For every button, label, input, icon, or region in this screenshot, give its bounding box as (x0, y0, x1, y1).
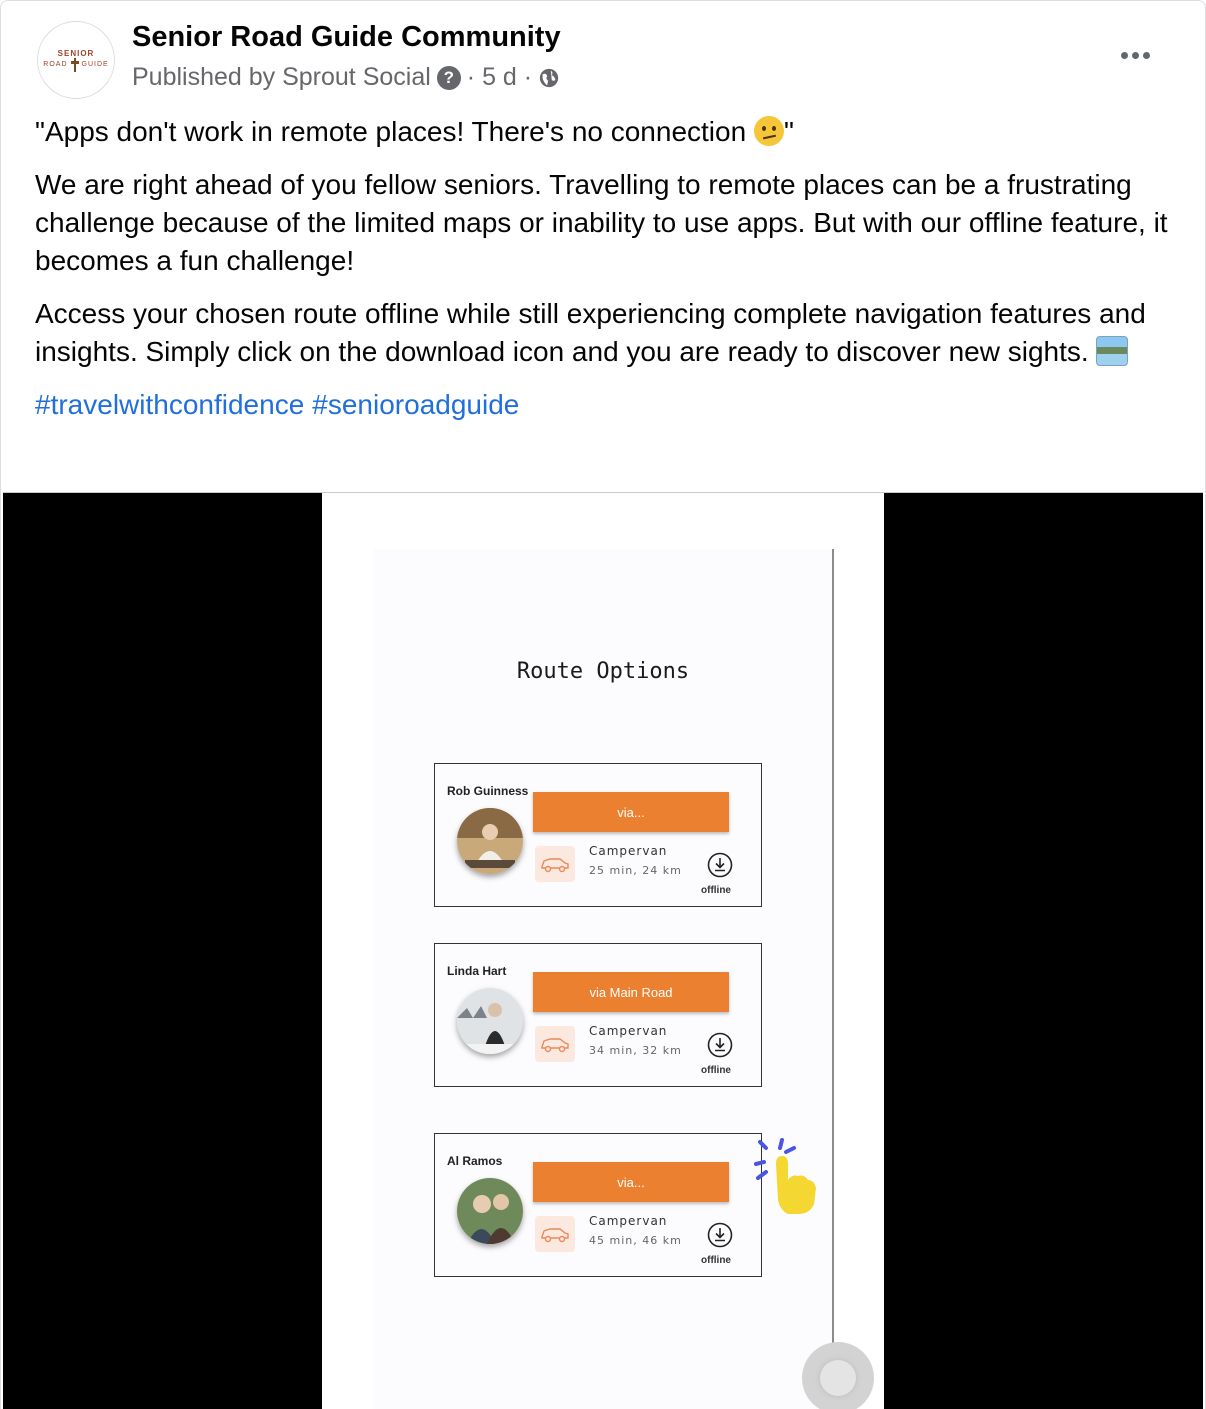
vehicle-type: Campervan (589, 844, 668, 858)
offline-label[interactable]: offline (701, 1065, 731, 1076)
route-card[interactable] (434, 943, 762, 1087)
via-route-button[interactable]: via Main Road (533, 972, 729, 1012)
route-duration: 25 min, 24 km (589, 864, 682, 877)
post-paragraph-2: Access your chosen route offline while still experiencing complete navigation features and insights. Simply click on the download icon and you are ready to discover new sights. (35, 298, 1146, 367)
car-icon (535, 846, 575, 882)
offline-label[interactable]: offline (701, 1255, 731, 1266)
route-options-title: Route Options (516, 659, 690, 684)
vehicle-type: Campervan (589, 1214, 668, 1228)
page-avatar[interactable] (37, 21, 115, 99)
logo-text-senior: SENIOR (57, 48, 95, 58)
via-route-button[interactable]: via... (533, 1162, 729, 1202)
download-icon[interactable] (707, 852, 733, 878)
download-icon[interactable] (707, 1222, 733, 1248)
tap-hand-icon (752, 1134, 832, 1214)
hashtag-link[interactable]: #senioroadguide (312, 389, 520, 420)
car-icon (535, 1216, 575, 1252)
driver-name: Rob Guinness (447, 784, 529, 798)
floating-action-button[interactable] (802, 1342, 874, 1409)
post-meta (132, 63, 560, 92)
confused-face-icon (754, 116, 784, 146)
signpost-icon (71, 58, 79, 72)
logo-row (43, 58, 108, 72)
more-options-icon[interactable] (1115, 43, 1155, 67)
offline-label[interactable]: offline (701, 885, 731, 896)
car-icon (535, 1026, 575, 1062)
driver-photo (457, 808, 523, 874)
logo-text-guide: GUIDE (81, 61, 109, 68)
post-text (35, 113, 1175, 439)
route-card[interactable] (434, 763, 762, 907)
national-park-icon (1096, 336, 1128, 366)
driver-photo (457, 1178, 523, 1244)
download-icon[interactable] (707, 1032, 733, 1058)
post-video[interactable] (3, 492, 1203, 1409)
app-screen (374, 549, 834, 1409)
globe-icon (538, 67, 560, 89)
driver-photo (457, 988, 523, 1054)
via-route-button[interactable]: via... (533, 792, 729, 832)
route-card[interactable] (434, 1133, 762, 1277)
help-icon[interactable]: ? (437, 66, 461, 90)
hashtag-link[interactable]: #travelwithconfidence (35, 389, 305, 420)
hashtags (35, 386, 1175, 424)
app-screen-recording (322, 493, 884, 1409)
published-by-text: Published by Sprout Social (132, 63, 431, 91)
post-quote-line: "Apps don't work in remote places! There's no connection " (35, 116, 794, 147)
vehicle-type: Campervan (589, 1024, 668, 1038)
page-name-link[interactable]: Senior Road Guide Community (132, 21, 561, 53)
post-paragraph-1: We are right ahead of you fellow seniors. Travelling to remote places can be a frustrating challenge because of the limited maps or inability to use apps. But with our offline feature, it becomes a fun challenge! (35, 169, 1168, 276)
route-duration: 45 min, 46 km (589, 1234, 682, 1247)
logo-text-road: ROAD (43, 61, 68, 68)
driver-name: Al Ramos (447, 1154, 503, 1168)
post-timestamp[interactable]: · 5 d · (466, 63, 533, 91)
driver-name: Linda Hart (447, 964, 507, 978)
route-duration: 34 min, 32 km (589, 1044, 682, 1057)
